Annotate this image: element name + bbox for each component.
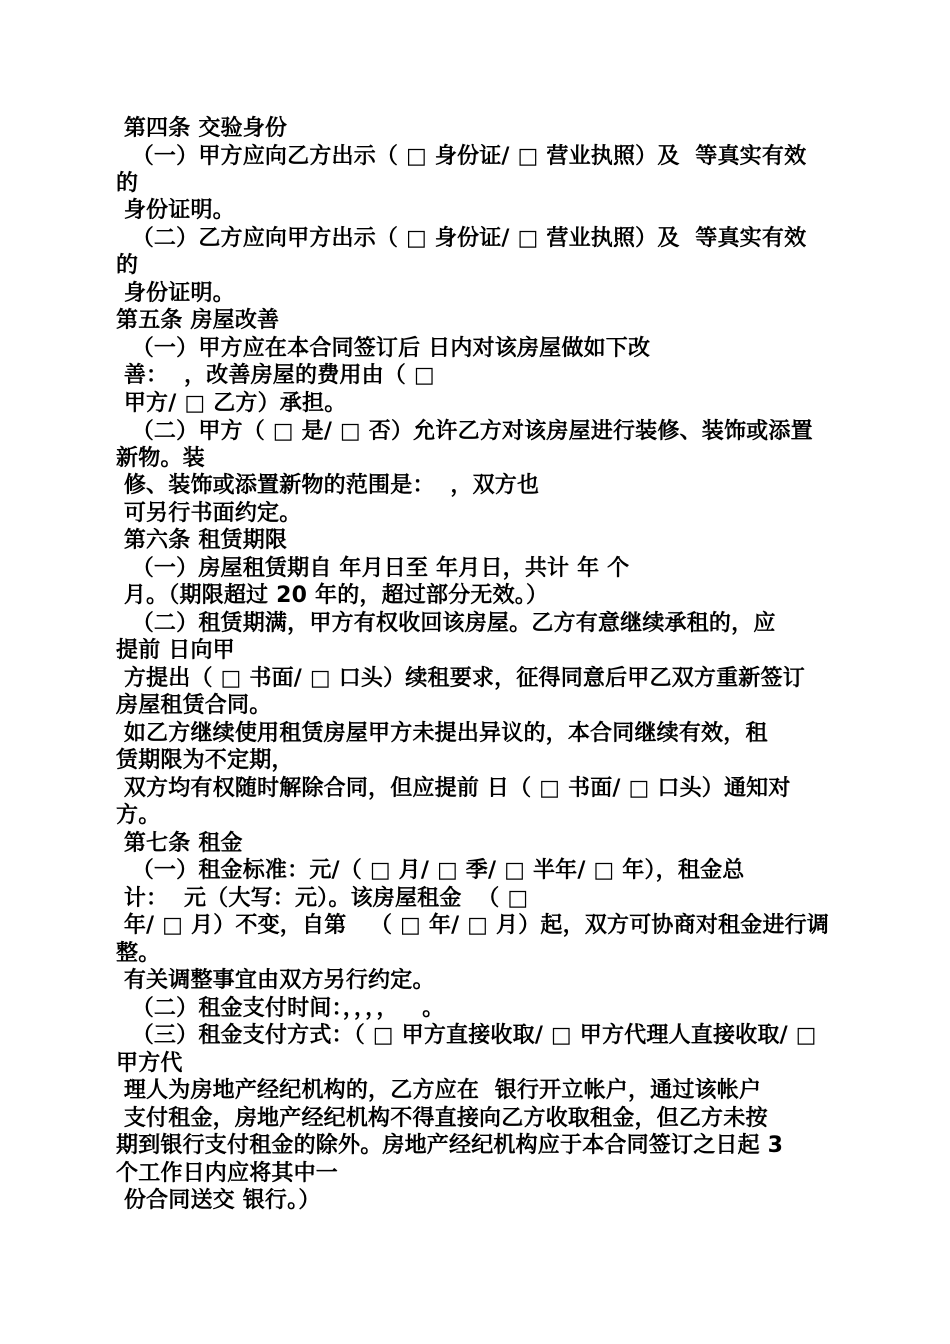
text-line: 方提出（ □ 书面/ □ 口头）续租要求，征得同意后甲乙双方重新签订: [116, 666, 805, 691]
text-line: 有关调整事宜由双方另行约定。: [116, 968, 435, 993]
text-line: 理人为房地产经纪机构的，乙方应在 银行开立帐户，通过该帐户: [116, 1078, 762, 1103]
text-line: 身份证明。: [116, 281, 235, 306]
text-line: 份合同送交 银行。）: [116, 1188, 321, 1213]
text-line: （一）甲方应向乙方出示（ □ 身份证/ □ 营业执照）及 等真实有效: [116, 144, 807, 169]
text-line: 的: [116, 253, 139, 278]
section-heading-6: 第六条 租赁期限: [116, 528, 288, 553]
text-line: 年/ □ 月）不变，自第 （ □ 年/ □ 月）起，双方可协商对租金进行调: [116, 913, 830, 938]
text-line: 如乙方继续使用租赁房屋甲方未提出异议的，本合同继续有效，租: [116, 721, 768, 746]
text-line: 赁期限为不定期，: [116, 748, 294, 773]
text-line: 甲方/ □ 乙方）承担。: [116, 391, 347, 416]
text-line: 提前 日向甲: [116, 638, 235, 663]
text-line: 甲方代: [116, 1051, 183, 1076]
text-line: 身份证明。: [116, 198, 235, 223]
text-line: （二）租金支付时间：，，，， 。: [116, 996, 445, 1021]
text-line: 月。（期限超过 20 年的，超过部分无效。）: [116, 583, 549, 608]
text-line: （二）乙方应向甲方出示（ □ 身份证/ □ 营业执照）及 等真实有效: [116, 226, 807, 251]
text-line: 修、装饰或添置新物的范围是： ，双方也: [116, 473, 540, 498]
text-line: （三）租金支付方式：（ □ 甲方直接收取/ □ 甲方代理人直接收取/ □: [116, 1023, 817, 1048]
text-line: （一）甲方应在本合同签订后 日内对该房屋做如下改: [116, 336, 651, 361]
text-line: 支付租金，房地产经纪机构不得直接向乙方收取租金，但乙方未按: [116, 1106, 768, 1131]
text-line: （二）甲方（ □ 是/ □ 否）允许乙方对该房屋进行装修、装饰或添置: [116, 419, 813, 444]
text-line: 的: [116, 171, 139, 196]
text-line: 计： 元（大写：元）。该房屋租金 （ □: [116, 886, 529, 911]
section-heading-5: 第五条 房屋改善: [116, 308, 280, 333]
text-line: 新物。装: [116, 446, 205, 471]
text-line: （一）租金标准：元/（ □ 月/ □ 季/ □ 半年/ □ 年），租金总: [116, 858, 745, 883]
text-line: （一）房屋租赁期自 年月日至 年月日，共计 年 个: [116, 556, 630, 581]
text-line: 可另行书面约定。: [116, 501, 302, 526]
text-line: 双方均有权随时解除合同，但应提前 日（ □ 书面/ □ 口头）通知对: [116, 776, 791, 801]
text-line: 房屋租赁合同。: [116, 693, 272, 718]
section-heading-4: 第四条 交验身份: [116, 116, 288, 141]
text-line: 期到银行支付租金的除外。房地产经纪机构应于本合同签订之日起 3: [116, 1133, 784, 1158]
text-line: （二）租赁期满，甲方有权收回该房屋。乙方有意继续承租的，应: [116, 611, 776, 636]
section-heading-7: 第七条 租金: [116, 831, 243, 856]
text-line: 善： ，改善房屋的费用由（ □: [116, 363, 435, 388]
text-line: 整。: [116, 941, 161, 966]
text-line: 方。: [116, 803, 161, 828]
text-line: 个工作日内应将其中一: [116, 1161, 339, 1186]
